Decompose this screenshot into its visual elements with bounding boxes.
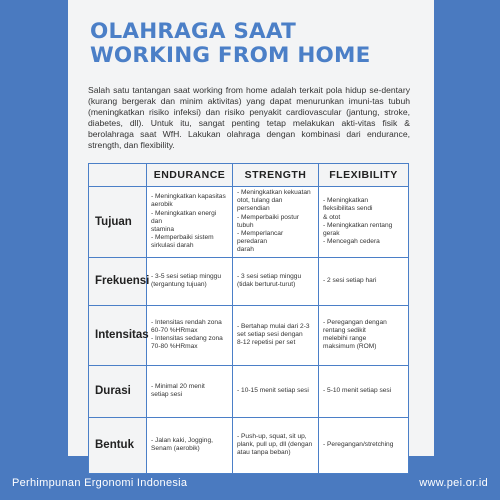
table-cell	[319, 305, 409, 365]
row-header: Intensitas	[89, 305, 147, 365]
cell-item: - 5-10 menit setiap sesi	[323, 387, 392, 395]
page-title	[90, 20, 371, 68]
row-header: Tujuan	[89, 187, 147, 258]
cell-item: - Peregangan/stretching	[323, 441, 394, 449]
exercise-table	[88, 163, 409, 474]
cell-item: - 2 sesi setiap hari	[323, 277, 377, 285]
table-corner	[89, 164, 147, 187]
row-header: Bentuk	[89, 417, 147, 473]
table-header-row	[89, 164, 409, 187]
table-cell	[319, 365, 409, 417]
cell-item: - Meningkatkan rentang gerak	[323, 221, 393, 238]
table-cell	[233, 187, 319, 258]
row-header: Durasi	[89, 365, 147, 417]
title-line-1: OLAHRAGA SAAT	[90, 19, 296, 44]
table-cell	[319, 417, 409, 473]
table-cell	[319, 187, 409, 258]
table-cell	[147, 257, 233, 305]
table-cell	[147, 187, 233, 258]
cell-item: - Intensitas rendah zona 60-70 %HRmax	[151, 318, 222, 334]
table-cell	[233, 365, 319, 417]
table-cell	[233, 257, 319, 305]
cell-item: - Push-up, squat, sit up, plank, pull up, dll (dengan atau tanpa beban)	[237, 432, 313, 457]
table-row	[89, 187, 409, 258]
infographic-card	[68, 0, 434, 456]
cell-item: - Intensitas sedang zona 70-80 %HRmax	[151, 335, 223, 351]
intro-paragraph: Salah satu tantangan saat working from home adalah terkait pola hidup se-dentary (kurang bergerak dan minim aktivitas) yang dapat menurunkan imuni-tas tubuh (meningkatkan risiko infeksi) dan risiko penyakit cardiovascular (jantung, stroke, diabetes, dll). Untuk itu, sangat penting tetap melakukan akti-vitas fisik & berolahraga saat WfH. Lakukan olahraga dengan kombinasi dari endurance, strength, dan flexibility.	[88, 85, 410, 150]
column-header-flexibility: FLEXIBILITY	[319, 164, 409, 187]
table-cell	[147, 417, 233, 473]
cell-item: - Meningkatkan fleksibilitas sendi & otot	[323, 197, 373, 221]
cell-item: - Minimal 20 menit setiap sesi	[151, 382, 205, 399]
footer-organization: Perhimpunan Ergonomi Indonesia	[12, 477, 188, 489]
cell-item: - Bertahap mulai dari 2-3 set setiap sesi dengan 8-12 repetisi per set	[237, 322, 310, 347]
cell-item: - Meningkatkan kekuatan otot, tulang dan persendian	[237, 189, 311, 213]
table-cell	[233, 417, 319, 473]
footer-website[interactable]: www.pei.or.id	[419, 477, 488, 489]
cell-item: - Mencegah cedera	[323, 238, 380, 246]
column-header-endurance: ENDURANCE	[147, 164, 233, 187]
cell-item: - Meningkatkan energi dan stamina	[151, 209, 217, 233]
table-row	[89, 257, 409, 305]
table-row	[89, 365, 409, 417]
cell-item: - 3 sesi setiap minggu (tidak berturut-turut)	[237, 272, 302, 289]
row-header: Frekuensi	[89, 257, 147, 305]
column-header-strength: STRENGTH	[233, 164, 319, 187]
cell-item: - Jalan kaki, Jogging, Senam (aerobik)	[151, 436, 213, 453]
cell-item: - 3-5 sesi setiap minggu (tergantung tujuan)	[151, 272, 222, 289]
table-cell	[147, 365, 233, 417]
cell-item: - Meningkatkan kapasitas aerobik	[151, 193, 226, 209]
title-line-2: WORKING FROM HOME	[90, 43, 371, 68]
cell-item: - 10-15 menit setiap sesi	[237, 387, 309, 395]
table-cell	[319, 257, 409, 305]
cell-item: - Memperbaiki postur tubuh	[237, 213, 299, 229]
table-cell	[147, 305, 233, 365]
table-cell	[233, 305, 319, 365]
table-row	[89, 305, 409, 365]
table-row	[89, 417, 409, 473]
cell-item: - Peregangan dengan rentang sedikit melebihi range maksimum (ROM)	[323, 318, 387, 351]
cell-item: - Memperbaiki sistem sirkulasi darah	[151, 234, 214, 250]
cell-item: - Memperlancar peredaran darah	[237, 230, 284, 254]
